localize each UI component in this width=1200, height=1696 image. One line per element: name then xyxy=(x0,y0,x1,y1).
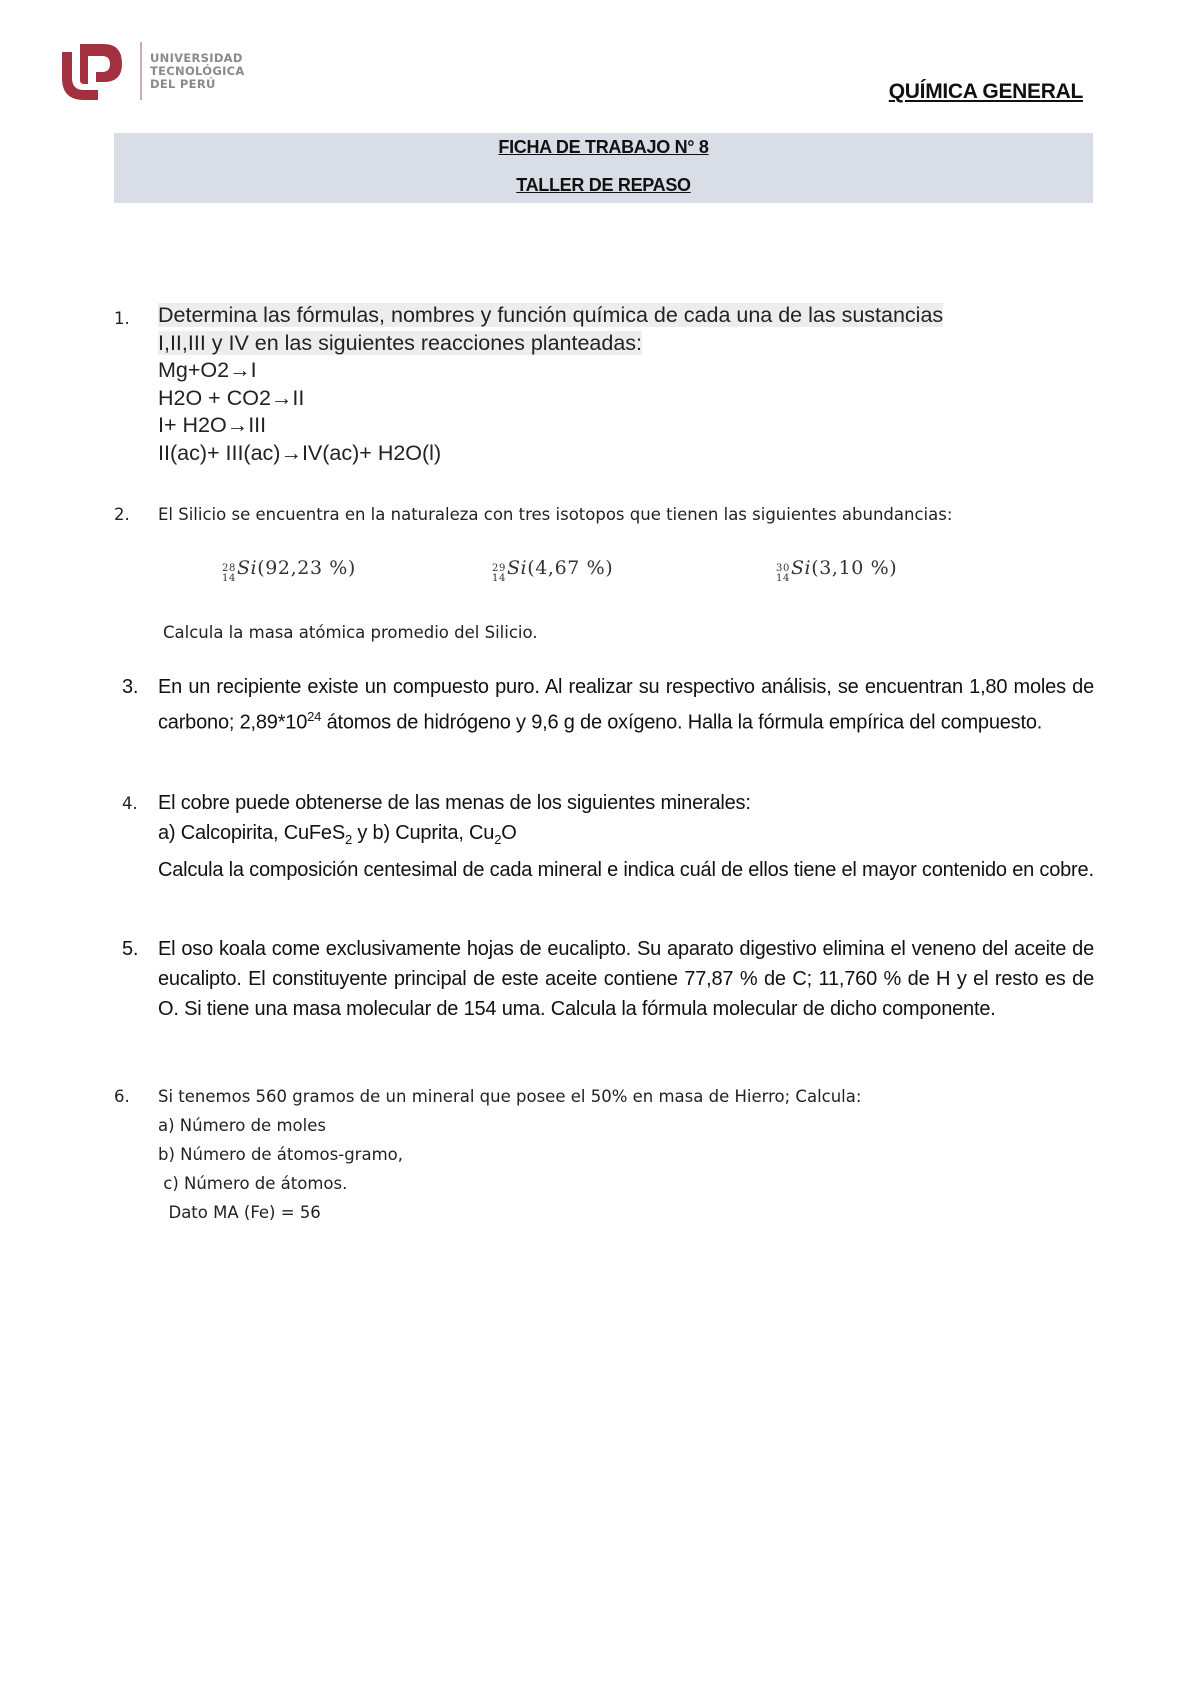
isotope-si-29 xyxy=(492,557,613,584)
question-1 xyxy=(114,302,1094,467)
question-4 xyxy=(114,788,1094,885)
mineral-b-end: O xyxy=(501,822,517,844)
logo-line-3: DEL PERÚ xyxy=(150,77,216,91)
mineral-a: a) Calcopirita, CuFeS xyxy=(158,822,345,844)
question-5 xyxy=(114,934,1094,1024)
q3-text xyxy=(158,672,1094,738)
question-number: 5. xyxy=(122,938,139,960)
question-number: 3. xyxy=(122,676,139,698)
worksheet-title: FICHA DE TRABAJO N° 8 xyxy=(498,137,709,157)
logo-divider xyxy=(140,42,142,100)
element-symbol: Si xyxy=(790,557,812,579)
question-6 xyxy=(114,1082,1094,1227)
logo-line-1: UNIVERSIDAD xyxy=(150,51,243,65)
isotope-si-30 xyxy=(776,557,897,584)
reaction-4: II(ac)+ III(ac)→IV(ac)+ H2O(l) xyxy=(158,440,442,465)
subscript: 2 xyxy=(494,832,502,847)
abundance: (4,67 %) xyxy=(527,557,614,579)
q6-item-b: b) Número de átomos-gramo, xyxy=(158,1145,403,1164)
question-number: 6. xyxy=(114,1087,130,1106)
subscript: 2 xyxy=(344,832,353,847)
title-banner xyxy=(114,133,1093,203)
q4-intro: El cobre puede obtenerse de las menas de los siguientes minerales: xyxy=(158,792,751,814)
abundance: (3,10 %) xyxy=(811,557,898,579)
element-symbol: Si xyxy=(236,557,258,579)
worksheet-subtitle: TALLER DE REPASO xyxy=(516,175,691,195)
mineral-b: y b) Cuprita, Cu xyxy=(352,822,495,844)
question-number: 1. xyxy=(114,309,130,328)
q3-text-part-2: átomos de hidrógeno y 9,6 g de oxígeno. Halla la fórmula empírica del compuesto. xyxy=(321,711,1043,734)
atomic-number: 14 xyxy=(492,573,506,584)
q1-line-1: Determina las fórmulas, nombres y función química de cada una de las sustancias xyxy=(158,303,944,327)
question-number: 4. xyxy=(122,794,138,813)
element-symbol: Si xyxy=(506,557,528,579)
university-name xyxy=(150,52,245,91)
abundance: (92,23 %) xyxy=(257,557,356,579)
exponent: 24 xyxy=(307,709,322,724)
isotope-si-28 xyxy=(222,557,356,584)
course-title: QUÍMICA GENERAL xyxy=(888,80,1083,103)
question-number: 2. xyxy=(114,505,130,524)
q2-calc: Calcula la masa atómica promedio del Silicio. xyxy=(163,623,538,642)
q5-text: El oso koala come exclusivamente hojas de eucalipto. Su aparato digestivo elimina el veneno del aceite de eucalipto. El constituyente principal de este aceite contiene 77,87 % de C; 11,760 % de H y el resto es de O. Si tiene una masa molecular de 154 uma. Calcula la fórmula molecular de dicho componente. xyxy=(158,938,1094,1020)
mass-number: 29 xyxy=(492,563,506,574)
q6-dato: Dato MA (Fe) = 56 xyxy=(158,1203,321,1222)
atomic-number: 14 xyxy=(776,573,790,584)
question-2 xyxy=(114,500,1094,529)
utp-logo-mark xyxy=(62,44,122,100)
reaction-3: I+ H2O→III xyxy=(158,413,267,437)
question-3 xyxy=(114,672,1094,738)
reaction-1: Mg+O2→I xyxy=(158,358,257,382)
q1-line-2: I,II,III y IV en las siguientes reacciones planteadas: xyxy=(158,330,643,355)
mass-number: 30 xyxy=(776,563,790,574)
q6-text: Si tenemos 560 gramos de un mineral que posee el 50% en masa de Hierro; Calcula: xyxy=(158,1087,862,1106)
q4-minerals xyxy=(158,818,1094,855)
mass-number: 28 xyxy=(222,563,236,574)
logo-line-2: TECNOLÓGICA xyxy=(150,64,245,78)
q6-item-c: c) Número de átomos. xyxy=(158,1174,348,1193)
q3-text-part-1: En un recipiente existe un compuesto puro. Al realizar su respectivo análisis, se encuentran 1,80 moles de carbono; 2,89*10 xyxy=(158,676,1094,734)
atomic-number: 14 xyxy=(222,573,236,584)
q6-item-a: a) Número de moles xyxy=(158,1116,326,1135)
reaction-2: H2O + CO2→II xyxy=(158,385,305,410)
q4-calc: Calcula la composición centesimal de cada mineral e indica cuál de ellos tiene el mayor contenido en cobre. xyxy=(158,859,1094,881)
q2-text: El Silicio se encuentra en la naturaleza con tres isotopos que tienen las siguientes abundancias: xyxy=(158,505,953,524)
